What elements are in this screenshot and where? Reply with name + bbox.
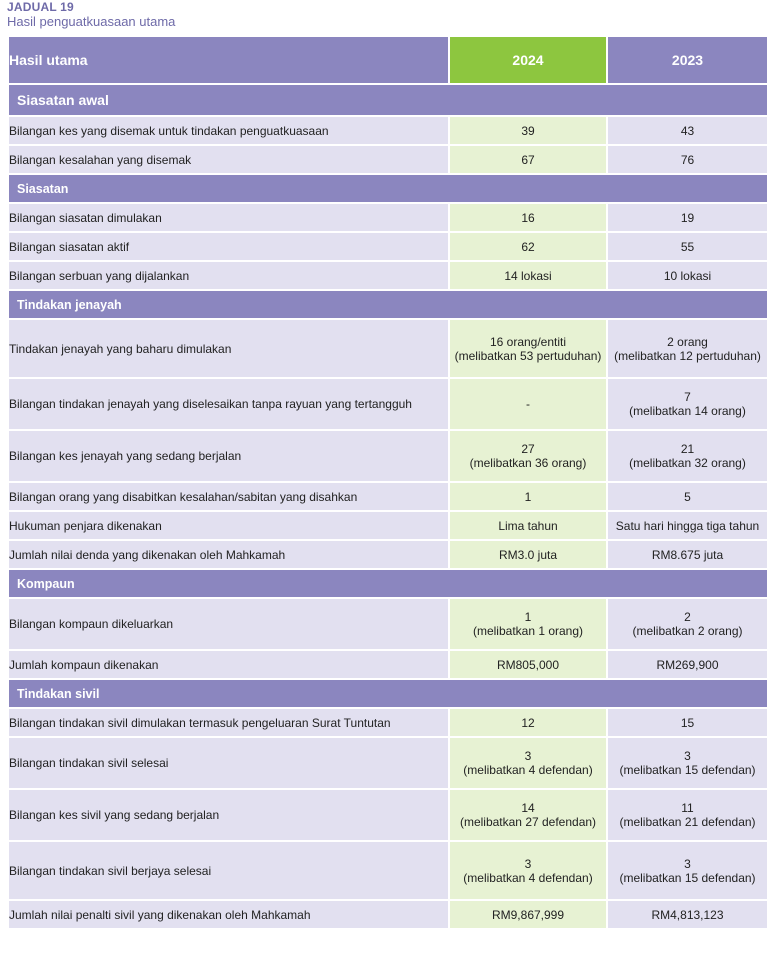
row-label: Bilangan serbuan yang dijalankan — [8, 261, 449, 290]
value-2023 — [607, 598, 768, 650]
value-2023-detail: (melibatkan 12 pertuduhan) — [614, 348, 761, 363]
value-2023 — [607, 232, 768, 261]
value-2024-main: 16 orang/entiti — [489, 334, 567, 349]
value-2024-main: 1 — [524, 489, 532, 504]
section-row — [8, 569, 768, 598]
table-row — [8, 116, 768, 145]
section-row — [8, 174, 768, 203]
table-row — [8, 261, 768, 290]
value-2024-main: 62 — [521, 239, 535, 254]
value-2024-main: RM3.0 juta — [498, 547, 558, 562]
value-2024-detail: (melibatkan 4 defendan) — [463, 763, 593, 777]
value-2024 — [449, 378, 607, 430]
value-2023 — [607, 203, 768, 232]
section-title: Tindakan jenayah — [8, 290, 768, 319]
value-2023-main: 55 — [680, 239, 695, 254]
value-2024-main: 27 — [521, 442, 535, 456]
value-2023 — [607, 511, 768, 540]
row-label: Bilangan kompaun dikeluarkan — [8, 598, 449, 650]
value-2024 — [449, 841, 607, 900]
row-label: Jumlah nilai penalti sivil yang dikenakan oleh Mahkamah — [8, 900, 449, 929]
value-2023 — [607, 789, 768, 841]
value-2024-main: 67 — [521, 152, 535, 167]
value-2024 — [449, 737, 607, 789]
table-title: Hasil penguatkuasaan utama — [7, 14, 176, 29]
value-2024-detail: (melibatkan 1 orang) — [472, 624, 584, 638]
value-2024 — [449, 430, 607, 482]
row-label: Bilangan kes sivil yang sedang berjalan — [8, 789, 449, 841]
table-row — [8, 378, 768, 430]
value-2023-detail: (melibatkan 14 orang) — [629, 404, 746, 418]
value-2023-main: 76 — [680, 152, 695, 167]
section-row — [8, 84, 768, 116]
value-2024 — [449, 650, 607, 679]
row-label: Bilangan tindakan sivil selesai — [8, 737, 449, 789]
table-row — [8, 708, 768, 737]
value-2023-main: 43 — [680, 123, 695, 138]
value-2023-main: 3 — [684, 749, 691, 763]
value-2023-main: 5 — [684, 489, 691, 504]
value-2023-main: RM4,813,123 — [651, 907, 724, 922]
value-2024 — [449, 511, 607, 540]
value-2023-main: 7 — [684, 390, 691, 404]
table-row — [8, 789, 768, 841]
value-2024-main: 12 — [521, 715, 535, 730]
value-2024 — [449, 598, 607, 650]
value-2024 — [449, 145, 607, 174]
value-2024 — [449, 482, 607, 511]
value-2024-main: - — [526, 397, 530, 411]
table-row — [8, 841, 768, 900]
section-row — [8, 290, 768, 319]
value-2024-detail: (melibatkan 53 pertuduhan) — [454, 348, 602, 363]
value-2024 — [449, 203, 607, 232]
value-2023-main: 21 — [680, 442, 695, 456]
value-2024-main: 3 — [524, 749, 532, 763]
table-number: JADUAL 19 — [7, 0, 74, 14]
section-title: Kompaun — [8, 569, 768, 598]
value-2023-detail: (melibatkan 32 orang) — [629, 456, 746, 470]
value-2024 — [449, 789, 607, 841]
value-2023 — [607, 378, 768, 430]
value-2024 — [449, 540, 607, 569]
row-label: Bilangan kesalahan yang disemak — [8, 145, 449, 174]
row-label: Jumlah kompaun dikenakan — [8, 650, 449, 679]
value-2024 — [449, 116, 607, 145]
value-2024-main: 3 — [524, 856, 532, 871]
value-2023 — [607, 116, 768, 145]
value-2023 — [607, 540, 768, 569]
section-row — [8, 679, 768, 708]
value-2023 — [607, 261, 768, 290]
section-title: Tindakan sivil — [8, 679, 768, 708]
value-2023 — [607, 841, 768, 900]
value-2024-main: Lima tahun — [498, 518, 558, 533]
value-2024-main: 1 — [524, 610, 532, 624]
results-table — [7, 35, 769, 930]
row-label: Jumlah nilai denda yang dikenakan oleh Mahkamah — [8, 540, 449, 569]
table-row — [8, 511, 768, 540]
table-row — [8, 319, 768, 378]
header-row — [8, 36, 768, 84]
row-label: Bilangan tindakan sivil berjaya selesai — [8, 841, 449, 900]
value-2023-detail: (melibatkan 15 defendan) — [619, 870, 756, 885]
value-2023-detail: (melibatkan 2 orang) — [632, 624, 743, 638]
row-label: Bilangan tindakan sivil dimulakan termasuk pengeluaran Surat Tuntutan — [8, 708, 449, 737]
value-2023-main: Satu hari hingga tiga tahun — [615, 518, 760, 533]
table-body — [8, 84, 768, 929]
value-2024 — [449, 261, 607, 290]
table-row — [8, 482, 768, 511]
value-2023 — [607, 737, 768, 789]
value-2024-main: 14 lokasi — [504, 268, 552, 283]
row-label: Bilangan kes yang disemak untuk tindakan penguatkuasaan — [8, 116, 449, 145]
value-2023 — [607, 708, 768, 737]
value-2023 — [607, 430, 768, 482]
table-row — [8, 145, 768, 174]
row-label: Bilangan siasatan aktif — [8, 232, 449, 261]
value-2024 — [449, 900, 607, 929]
value-2023 — [607, 319, 768, 378]
value-2024-main: RM9,867,999 — [491, 907, 565, 922]
value-2023-main: 2 — [684, 610, 691, 624]
row-label: Bilangan tindakan jenayah yang diselesaikan tanpa rayuan yang tertangguh — [8, 378, 449, 430]
table-row — [8, 900, 768, 929]
row-label: Hukuman penjara dikenakan — [8, 511, 449, 540]
value-2024 — [449, 319, 607, 378]
value-2023-main: 3 — [684, 856, 691, 871]
table-row — [8, 598, 768, 650]
table-caption — [7, 0, 175, 30]
value-2023-main: 2 orang — [667, 334, 708, 349]
value-2024 — [449, 708, 607, 737]
section-title: Siasatan awal — [8, 84, 768, 116]
table-row — [8, 650, 768, 679]
value-2024-detail: (melibatkan 36 orang) — [469, 456, 587, 470]
value-2024-main: 16 — [521, 210, 535, 225]
table-row — [8, 737, 768, 789]
section-title: Siasatan — [8, 174, 768, 203]
value-2023 — [607, 145, 768, 174]
header-2024: 2024 — [449, 36, 607, 84]
table-row — [8, 232, 768, 261]
row-label: Bilangan siasatan dimulakan — [8, 203, 449, 232]
table-row — [8, 540, 768, 569]
value-2023-main: 19 — [680, 210, 695, 225]
value-2023-main: 10 lokasi — [663, 268, 712, 283]
value-2024-detail: (melibatkan 27 defendan) — [459, 815, 597, 829]
value-2024-detail: (melibatkan 4 defendan) — [463, 870, 593, 885]
value-2023-main: RM8.675 juta — [651, 547, 724, 562]
table-row — [8, 203, 768, 232]
value-2024-main: RM805,000 — [496, 657, 560, 672]
value-2023-main: 11 — [681, 801, 694, 815]
table-row — [8, 430, 768, 482]
row-label: Tindakan jenayah yang baharu dimulakan — [8, 319, 449, 378]
value-2024 — [449, 232, 607, 261]
header-label: Hasil utama — [8, 36, 449, 84]
value-2024-main: 39 — [521, 123, 535, 138]
value-2024-main: 14 — [521, 801, 535, 815]
value-2023 — [607, 900, 768, 929]
value-2023-main: RM269,900 — [656, 657, 719, 672]
value-2023-detail: (melibatkan 15 defendan) — [619, 763, 756, 777]
value-2023-detail: (melibatkan 21 defendan) — [619, 815, 756, 829]
row-label: Bilangan kes jenayah yang sedang berjalan — [8, 430, 449, 482]
value-2023-main: 15 — [680, 715, 695, 730]
row-label: Bilangan orang yang disabitkan kesalahan/sabitan yang disahkan — [8, 482, 449, 511]
header-2023: 2023 — [607, 36, 768, 84]
value-2023 — [607, 482, 768, 511]
value-2023 — [607, 650, 768, 679]
